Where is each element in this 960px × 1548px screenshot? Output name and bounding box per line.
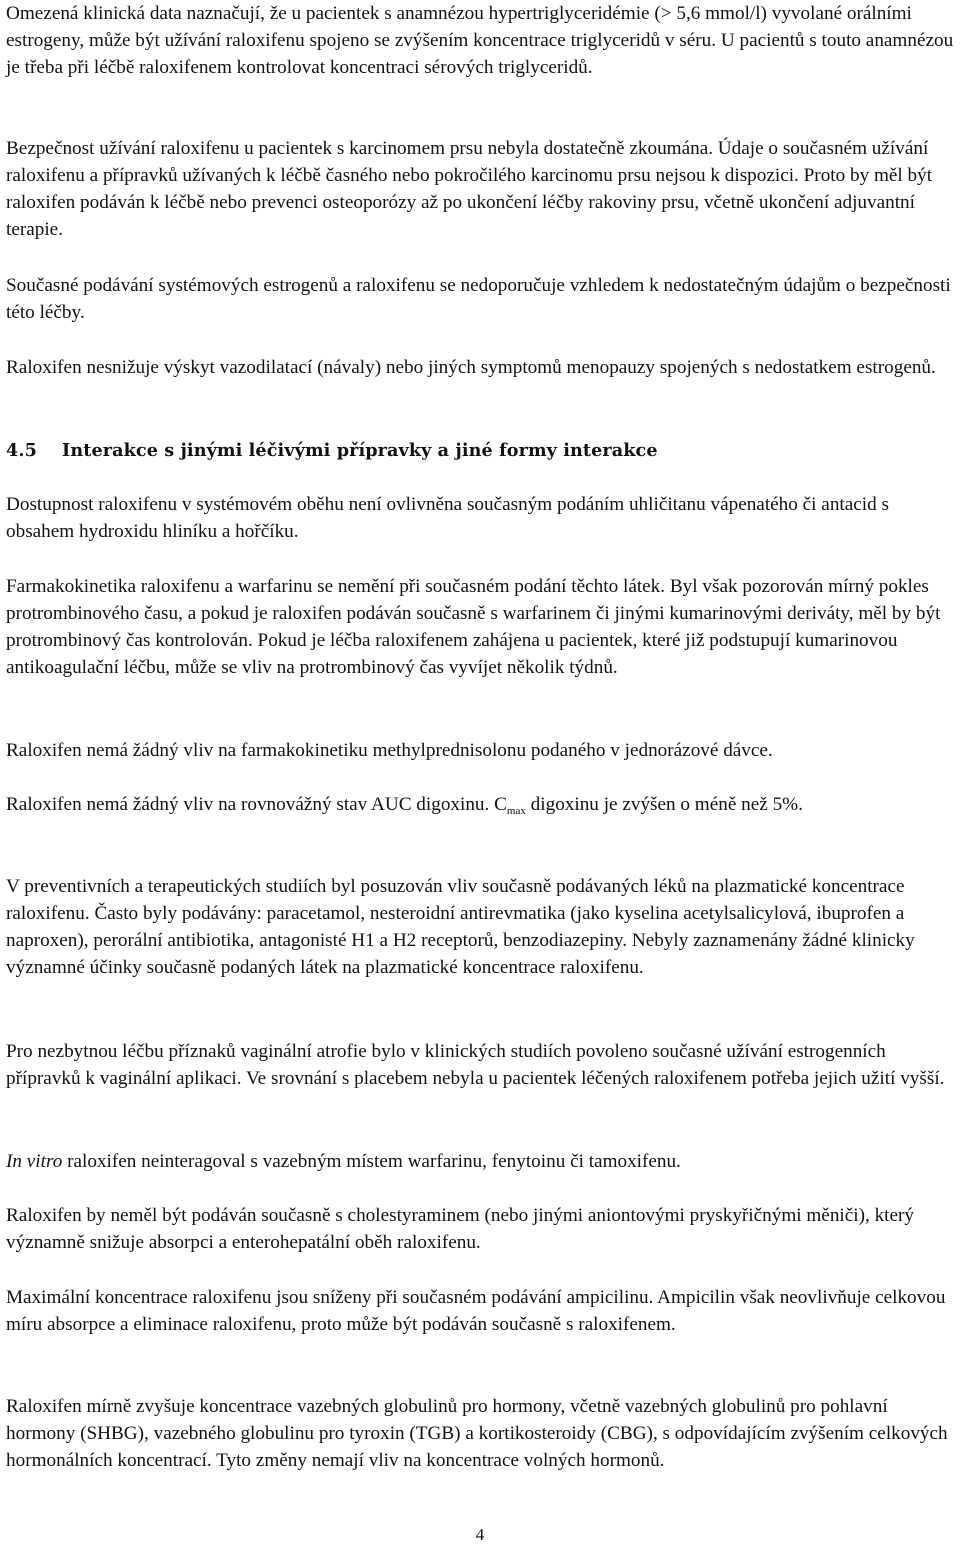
in-vitro-rest: raloxifen neinteragoval s vazebným místem warfarinu, fenytoinu či tamoxifenu. [62, 1151, 681, 1172]
paragraph-binding-globulins: Raloxifen mírně zvyšuje koncentrace vazebných globulinů pro hormony, včetně vazebných globulinů pro pohlavní hormony (SHBG), vazebného globulinu pro tyroxin (TGB) a kortikosteroidy (CBG), s odpovídajícím zvýšením celkových hormonálních koncentrací. Tyto změny nemají vliv na koncentrace volných hormonů. [6, 1396, 948, 1471]
paragraph-vaginal-atrophy: Pro nezbytnou léčbu příznaků vaginální atrofie bylo v klinických studiích povoleno současné užívání estrogenních přípravků k vaginální aplikaci. Ve srovnání s placebem nebyla u pacientek léčených raloxifenem potřeba jejich užití vyšší. [6, 1041, 945, 1089]
paragraph-systemic-estrogens: Současné podávání systémových estrogenů a raloxifenu se nedoporučuje vzhledem k nedostatečným údajům o bezpečnosti této léčby. [6, 275, 951, 323]
paragraph-in-vitro [6, 1148, 956, 1175]
digoxin-text-end: digoxinu je zvýšen o méně než 5%. [525, 794, 803, 815]
paragraph-ampicillin: Maximální koncentrace raloxifenu jsou sníženy při současném podávání ampicilinu. Ampicilin však neovlivňuje celkovou míru absorpce a eliminace raloxifenu, proto může být podáván současně s raloxifenem. [6, 1287, 946, 1335]
paragraph-hypertriglyceridemia: Omezená klinická data naznačují, že u pacientek s anamnézou hypertriglyceridémie (> 5,6 mmol/l) vyvolané orálními estrogeny, může být užívání raloxifenu spojeno se zvýšením koncentrace triglyceridů v séru. U pacientů s touto anamnézou je třeba při léčbě raloxifenem kontrolovat koncentraci sérových triglyceridů. [6, 3, 954, 78]
paragraph-breast-cancer-safety: Bezpečnost užívání raloxifenu u pacientek s karcinomem prsu nebyla dostatečně zkoumána. Údaje o současném užívání raloxifenu a přípravků užívaných k léčbě časného nebo pokročilého karcinomu prsu nejsou k dispozici. Proto by měl být raloxifen podáván k léčbě nebo prevenci osteoporózy až po ukončení léčby rakoviny prsu, včetně ukončení adjuvantní terapie. [6, 138, 933, 240]
cmax-subscript: max [506, 805, 526, 817]
paragraph-coadministered-drugs: V preventivních a terapeutických studiích byl posuzován vliv současně podávaných léků na plazmatické koncentrace raloxifenu. Často byly podávány: paracetamol, nesteroidní antirevmatika (jako kyselina acetylsalicylová, ibuprofen a naproxen), perorální antibiotika, antagonisté H1 a H2 receptorů, benzodiazepiny. Nebyly zaznamenány žádné klinicky významné účinky současně podaných látek na plazmatické koncentrace raloxifenu. [6, 876, 915, 978]
in-vitro-italic: In vitro [6, 1151, 63, 1172]
paragraph-vasodilatation: Raloxifen nesnižuje výskyt vazodilatací (návaly) nebo jiných symptomů menopauzy spojených s nedostatkem estrogenů. [6, 357, 936, 378]
paragraph-warfarin: Farmakokinetika raloxifenu a warfarinu se nemění při současném podání těchto látek. Byl však pozorován mírný pokles protrombinového času, a pokud je raloxifen podáván současně s warfarinem či jinými kumarinovými deriváty, měl by být protrombinový čas kontrolován. Pokud je léčba raloxifenem zahájena u pacientek, které již podstupují kumarinovou antikoagulační léčbu, může se vliv na protrombinový čas vyvíjet několik týdnů. [6, 576, 941, 678]
section-title: Interakce s jinými léčivými přípravky a jiné formy interakce [62, 440, 658, 461]
paragraph-calcium-antacids: Dostupnost raloxifenu v systémovém oběhu není ovlivněna současným podáním uhličitanu vápenatého či antacid s obsahem hydroxidu hliníku a hořčíku. [6, 494, 889, 542]
paragraph-digoxin [6, 791, 956, 818]
section-number: 4.5 [6, 440, 37, 461]
digoxin-text-start: Raloxifen nemá žádný vliv na rovnovážný stav AUC digoxinu. C [6, 794, 507, 815]
section-heading [6, 437, 956, 464]
page-number: 4 [475, 1525, 485, 1544]
paragraph-methylprednisolone: Raloxifen nemá žádný vliv na farmakokinetiku methylprednisolonu podaného v jednorázové dávce. [6, 740, 773, 761]
paragraph-cholestyramine: Raloxifen by neměl být podáván současně s cholestyraminem (nebo jinými aniontovými pryskyřičnými měniči), který významně snižuje absorpci a enterohepatální oběh raloxifenu. [6, 1205, 915, 1253]
